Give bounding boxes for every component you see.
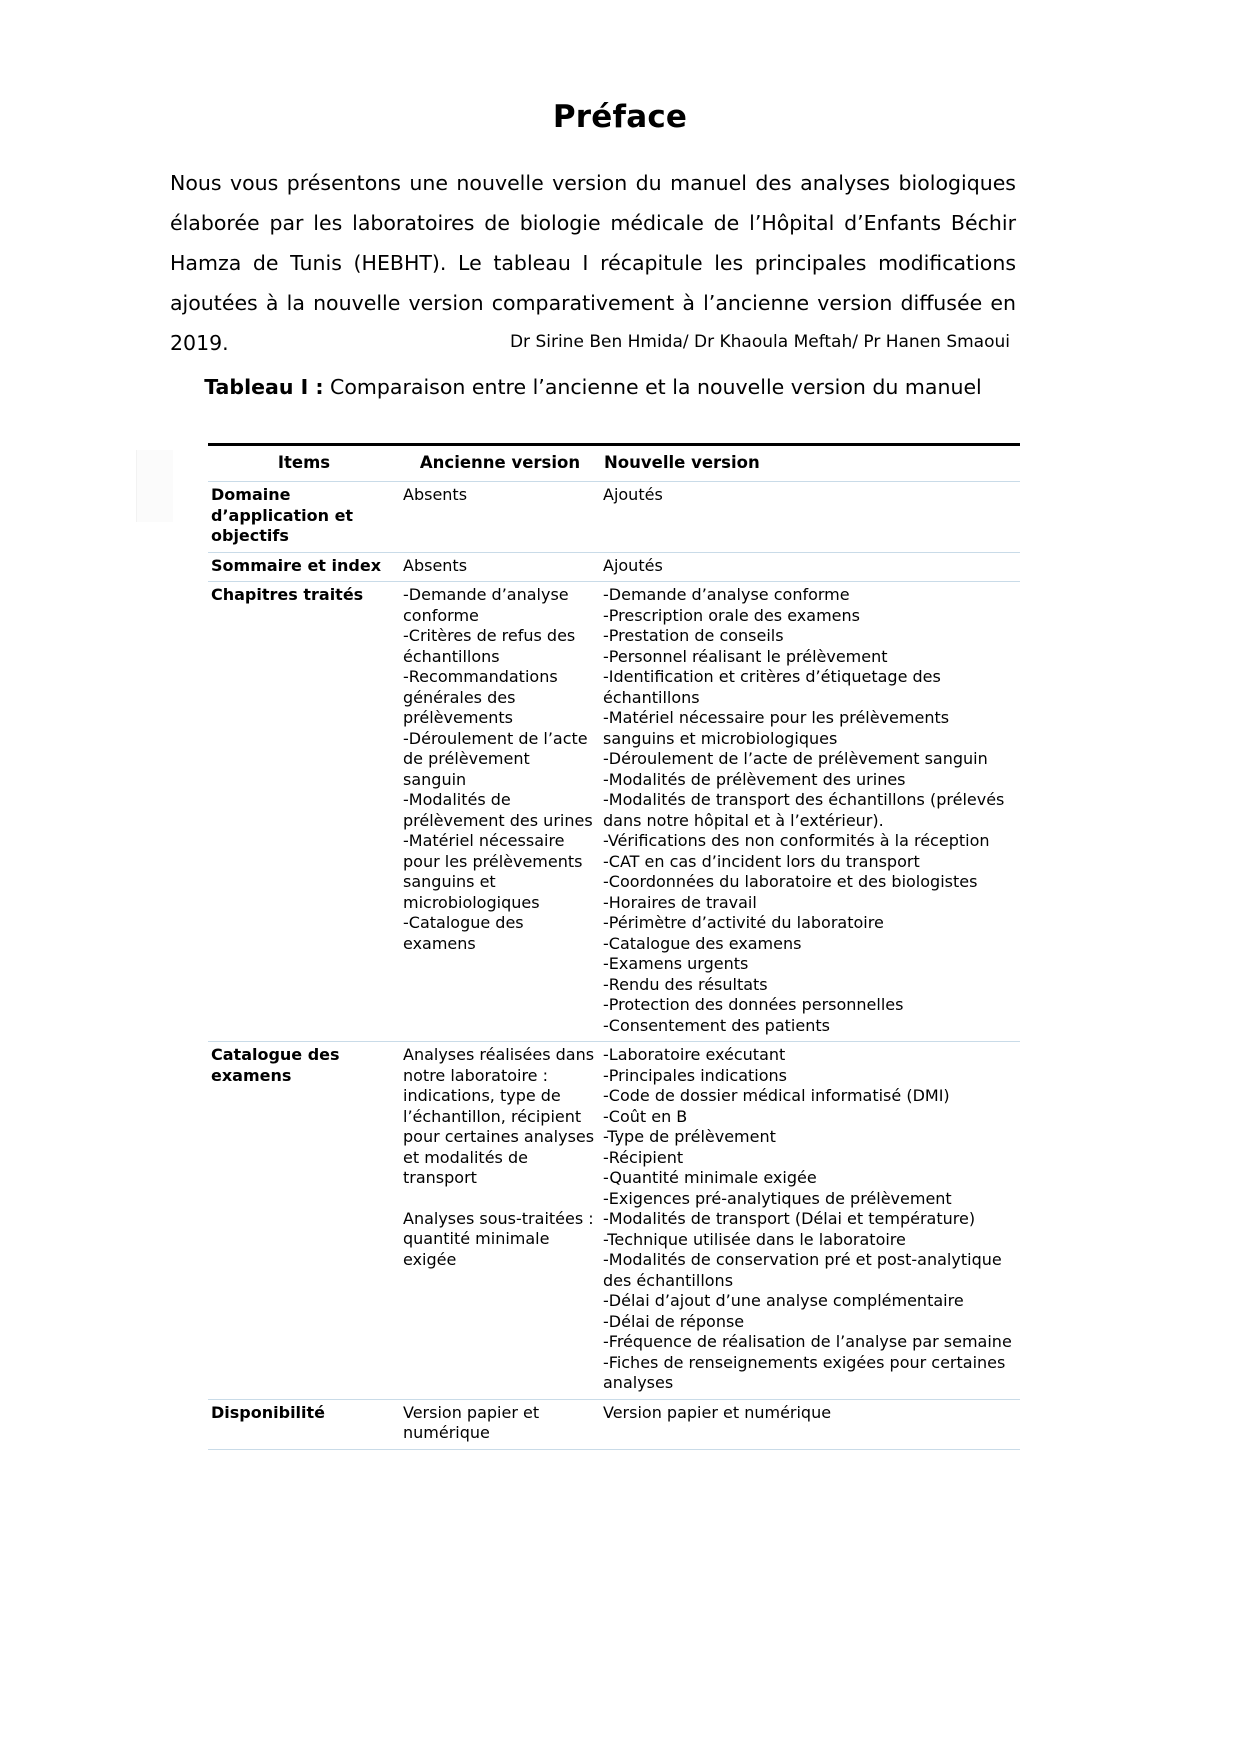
cell-nouvelle-version [600, 482, 1020, 553]
cell-line: -Déroulement de l’acte de prélèvement sanguin [603, 749, 988, 768]
cell-line: -Modalités de conservation pré et post-analytique des échantillons [603, 1250, 1002, 1290]
cell-line: -Demande d’analyse conforme [603, 585, 850, 604]
cell-item: Disponibilité [208, 1399, 400, 1449]
ancienne-version-lines [403, 556, 595, 577]
cell-nouvelle-version [600, 1042, 1020, 1400]
table-row [208, 1042, 1020, 1400]
cell-ancienne-version [400, 482, 600, 553]
table-row [208, 552, 1020, 582]
cell-line: Ajoutés [603, 555, 663, 575]
cell-line: -Modalités de transport (Délai et température) [603, 1209, 976, 1228]
cell-line: -Coût en B [603, 1106, 688, 1126]
cell-line: -Catalogue des examens [603, 933, 802, 953]
cell-line: Version papier et numérique [403, 1402, 540, 1442]
cell-line: -Rendu des résultats [603, 974, 768, 994]
table-row [208, 582, 1020, 1042]
cell-line: Version papier et numérique [603, 1402, 832, 1422]
cell-line: Analyses sous-traitées : quantité minimale exigée [403, 1208, 594, 1269]
table-caption-text: Comparaison entre l’ancienne et la nouvelle version du manuel [323, 375, 982, 399]
table-caption-label: Tableau I : [204, 375, 324, 399]
table-head [208, 445, 1020, 482]
cell-line: -Modalités de transport des échantillons (prélevés dans notre hôpital et à l’extérieur). [603, 790, 1005, 830]
cell-line: -Matériel nécessaire pour les prélèvements sanguins et microbiologiques [403, 831, 583, 912]
cell-line: -Examens urgents [603, 954, 749, 973]
column-header-ancienne-version: Ancienne version [400, 445, 600, 482]
cell-nouvelle-version [600, 1399, 1020, 1449]
cell-line: -Délai de réponse [603, 1311, 745, 1331]
cell-line: -Personnel réalisant le prélèvement [603, 646, 888, 666]
cell-line: -Coordonnées du laboratoire et des biologistes [603, 872, 978, 891]
nouvelle-version-lines [603, 1403, 1015, 1424]
cell-line: -CAT en cas d’incident lors du transport [603, 851, 920, 871]
cell-line: -Code de dossier médical informatisé (DMI) [603, 1086, 950, 1105]
cell-line: -Déroulement de l’acte de prélèvement sanguin [403, 728, 588, 789]
cell-line: Absents [403, 485, 468, 504]
cell-ancienne-version [400, 552, 600, 582]
cell-line: -Fiches de renseignements exigées pour certaines analyses [603, 1352, 1006, 1392]
ancienne-version-lines [403, 1045, 595, 1270]
table-row [208, 482, 1020, 553]
cell-line: -Prestation de conseils [603, 626, 784, 645]
comparison-table [208, 443, 1020, 1450]
cell-line: -Critères de refus des échantillons [403, 626, 576, 666]
table-header-row [208, 445, 1020, 482]
cell-line: -Protection des données personnelles [603, 995, 904, 1014]
cell-line: -Fréquence de réalisation de l’analyse par semaine [603, 1332, 1012, 1351]
nouvelle-version-lines [603, 585, 1015, 1036]
nouvelle-version-lines [603, 556, 1015, 577]
cell-ancienne-version [400, 1399, 600, 1449]
cell-line: -Vérifications des non conformités à la réception [603, 831, 990, 850]
cell-line: -Demande d’analyse conforme [403, 585, 569, 625]
cell-line: -Modalités de prélèvement des urines [403, 790, 593, 830]
cell-line: -Type de prélèvement [603, 1127, 776, 1146]
cell-line: -Consentement des patients [603, 1015, 830, 1035]
column-header-nouvelle-version: Nouvelle version [600, 445, 1020, 482]
authors-line: Dr Sirine Ben Hmida/ Dr Khaoula Meftah/ Pr Hanen Smaoui [509, 332, 1010, 352]
cell-line: -Prescription orale des examens [603, 605, 860, 625]
comparison-table-wrapper [208, 443, 1020, 1450]
cell-line: -Délai d’ajout d’une analyse complémentaire [603, 1291, 964, 1310]
cell-nouvelle-version [600, 582, 1020, 1042]
cell-line: -Exigences pré-analytiques de prélèvement [603, 1188, 952, 1208]
cell-line: -Récipient [603, 1147, 684, 1167]
cell-line: -Modalités de prélèvement des urines [603, 769, 906, 789]
cell-line: Analyses réalisées dans notre laboratoire : indications, type de l’échantillon, récipient pour certaines analyses et modalités de transport [403, 1045, 595, 1187]
cell-ancienne-version [400, 582, 600, 1042]
intro-paragraph: Nous vous présentons une nouvelle version du manuel des analyses biologiques élaborée par les laboratoires de biologie médicale de l’Hôpital d’Enfants Béchir Hamza de Tunis (HEBHT). Le tableau I récapitule les principales modifications ajoutées à la nouvelle version comparativement à l’ancienne version diffusée en 2019. [170, 171, 1016, 355]
table-caption [170, 372, 1016, 402]
cell-line: -Principales indications [603, 1065, 787, 1085]
ancienne-version-lines [403, 485, 595, 506]
ancienne-version-lines [403, 1403, 595, 1444]
column-header-items: Items [208, 445, 400, 482]
cell-line: Absents [403, 555, 468, 575]
cell-nouvelle-version [600, 552, 1020, 582]
nouvelle-version-lines [603, 485, 1015, 506]
cell-ancienne-version [400, 1042, 600, 1400]
ancienne-version-lines [403, 585, 595, 954]
table-row [208, 1399, 1020, 1449]
margin-artifact-box [136, 450, 173, 522]
cell-line: -Technique utilisée dans le laboratoire [603, 1229, 906, 1249]
cell-line: -Recommandations générales des prélèvements [403, 667, 558, 727]
cell-line: -Quantité minimale exigée [603, 1168, 817, 1187]
cell-item: Catalogue des examens [208, 1042, 400, 1400]
cell-line: Ajoutés [603, 485, 663, 504]
cell-line: -Horaires de travail [603, 892, 757, 912]
cell-line: -Matériel nécessaire pour les prélèvements sanguins et microbiologiques [603, 708, 950, 748]
cell-item: Domaine d’application et objectifs [208, 482, 400, 553]
cell-line: -Périmètre d’activité du laboratoire [603, 913, 884, 932]
cell-line: -Identification et critères d’étiquetage des échantillons [603, 667, 941, 707]
page-title: Préface [552, 99, 688, 135]
cell-item: Sommaire et index [208, 552, 400, 582]
nouvelle-version-lines [603, 1045, 1015, 1394]
cell-item: Chapitres traités [208, 582, 400, 1042]
cell-line-spacer [403, 1189, 595, 1209]
cell-line: -Laboratoire exécutant [603, 1045, 786, 1064]
cell-line: -Catalogue des examens [403, 913, 524, 953]
table-body [208, 482, 1020, 1450]
